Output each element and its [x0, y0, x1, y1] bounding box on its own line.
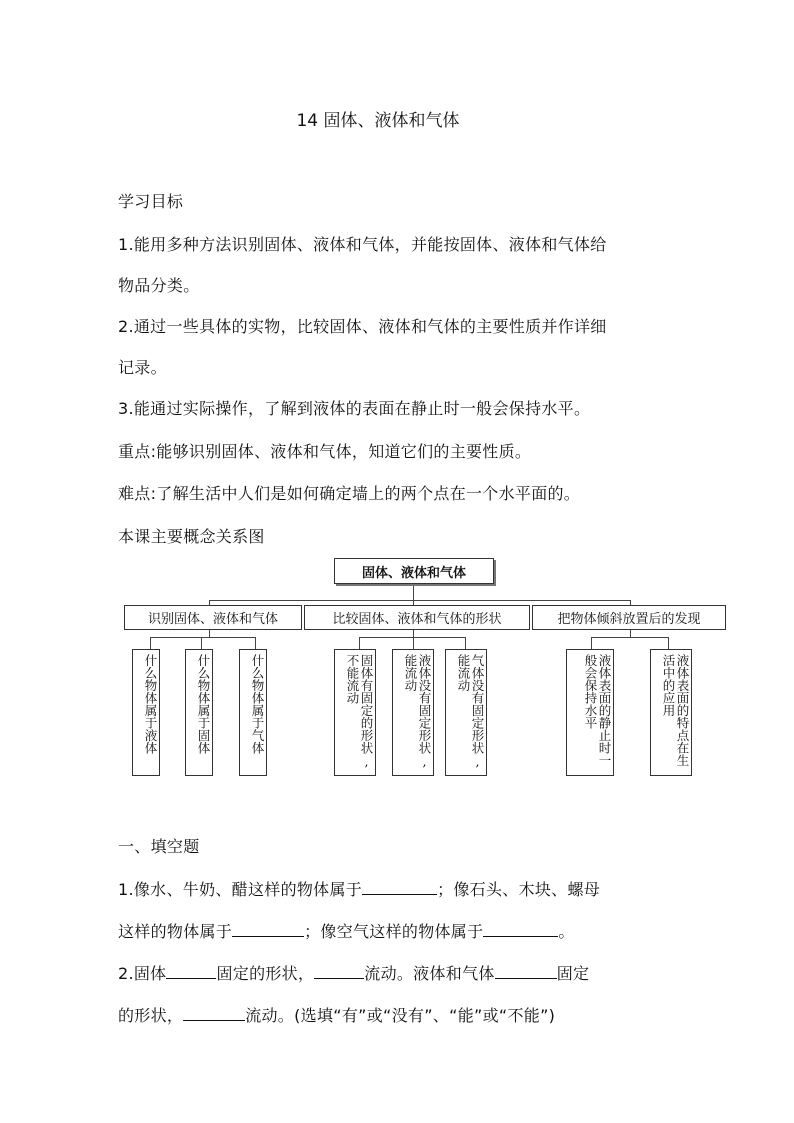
leaf-which-liquid: 什么物体属于液体 [132, 649, 160, 776]
q2-text-b: 固定的形状， [216, 964, 315, 983]
objective-2-line-2: 记录。 [118, 358, 167, 377]
q2-text-a: 2.固体 [118, 964, 167, 983]
q2-text-d: 固定 [556, 964, 590, 983]
leaf-solid-shape: 固体有固定的形状,不能流动 [334, 649, 376, 776]
question-1-line-1 [118, 877, 600, 900]
difficulty-point: 难点:了解生活中人们是如何确定墙上的两个点在一个水平面的。 [118, 484, 581, 503]
section-1-heading: 一、填空题 [118, 837, 200, 856]
q1-text-d: ；像空气这样的物体属于 [304, 922, 484, 941]
q1-text-a: 1.像水、牛奶、醋这样的物体属于 [118, 880, 363, 899]
q1-text-c: 这样的物体属于 [118, 922, 233, 941]
objective-1-line-1: 1.能用多种方法识别固体、液体和气体，并能按固体、液体和气体给 [118, 235, 607, 254]
branch-compare-shape: 比较固体、液体和气体的形状 [304, 605, 530, 630]
q2-text-e: 的形状， [118, 1006, 184, 1025]
q1-blank-1[interactable] [362, 877, 437, 895]
concept-map-root: 固体、液体和气体 [334, 558, 494, 584]
q2-blank-2[interactable] [314, 961, 364, 979]
q1-blank-3[interactable] [483, 919, 558, 937]
leaf-gas-shape: 气体没有固定形状,能流动 [445, 649, 487, 776]
concept-map-heading: 本课主要概念关系图 [118, 527, 265, 546]
objective-3: 3.能通过实际操作，了解到液体的表面在静止时一般会保持水平。 [118, 399, 591, 418]
key-point: 重点:能够识别固体、液体和气体，知道它们的主要性质。 [118, 442, 532, 461]
q2-blank-3[interactable] [495, 961, 557, 979]
objective-2-line-1: 2.通过一些具体的实物，比较固体、液体和气体的主要性质并作详细 [118, 317, 607, 336]
leaf-liquid-surface-application: 液体表面的特点在生活中的应用 [650, 649, 692, 776]
q2-text-c: 流动。液体和气体 [364, 964, 495, 983]
leaf-liquid-shape: 液体没有固定形状,能流动 [392, 649, 434, 776]
leaf-which-solid: 什么物体属于固体 [185, 649, 213, 776]
branch-identify: 识别固体、液体和气体 [124, 605, 302, 630]
q1-text-e: 。 [558, 922, 575, 941]
q2-blank-1[interactable] [166, 961, 216, 979]
leaf-liquid-surface-level: 液体表面的静止时一般会保持水平 [566, 649, 614, 776]
question-2-line-1 [118, 961, 589, 984]
question-2-line-2 [118, 1003, 555, 1026]
branch-tilt-discovery: 把物体倾斜放置后的发现 [532, 605, 726, 630]
q1-text-b: ；像石头、木块、螺母 [437, 880, 601, 899]
leaf-which-gas: 什么物体属于气体 [239, 649, 267, 776]
question-1-line-2 [118, 919, 575, 942]
q1-blank-2[interactable] [232, 919, 304, 937]
objective-1-line-2: 物品分类。 [118, 276, 200, 295]
q2-blank-4[interactable] [183, 1003, 245, 1021]
objectives-heading: 学习目标 [118, 192, 184, 211]
q2-text-f: 流动。(选填“有”或“没有”、“能”或“不能”) [245, 1006, 556, 1025]
page-title: 14 固体、液体和气体 [296, 111, 460, 131]
